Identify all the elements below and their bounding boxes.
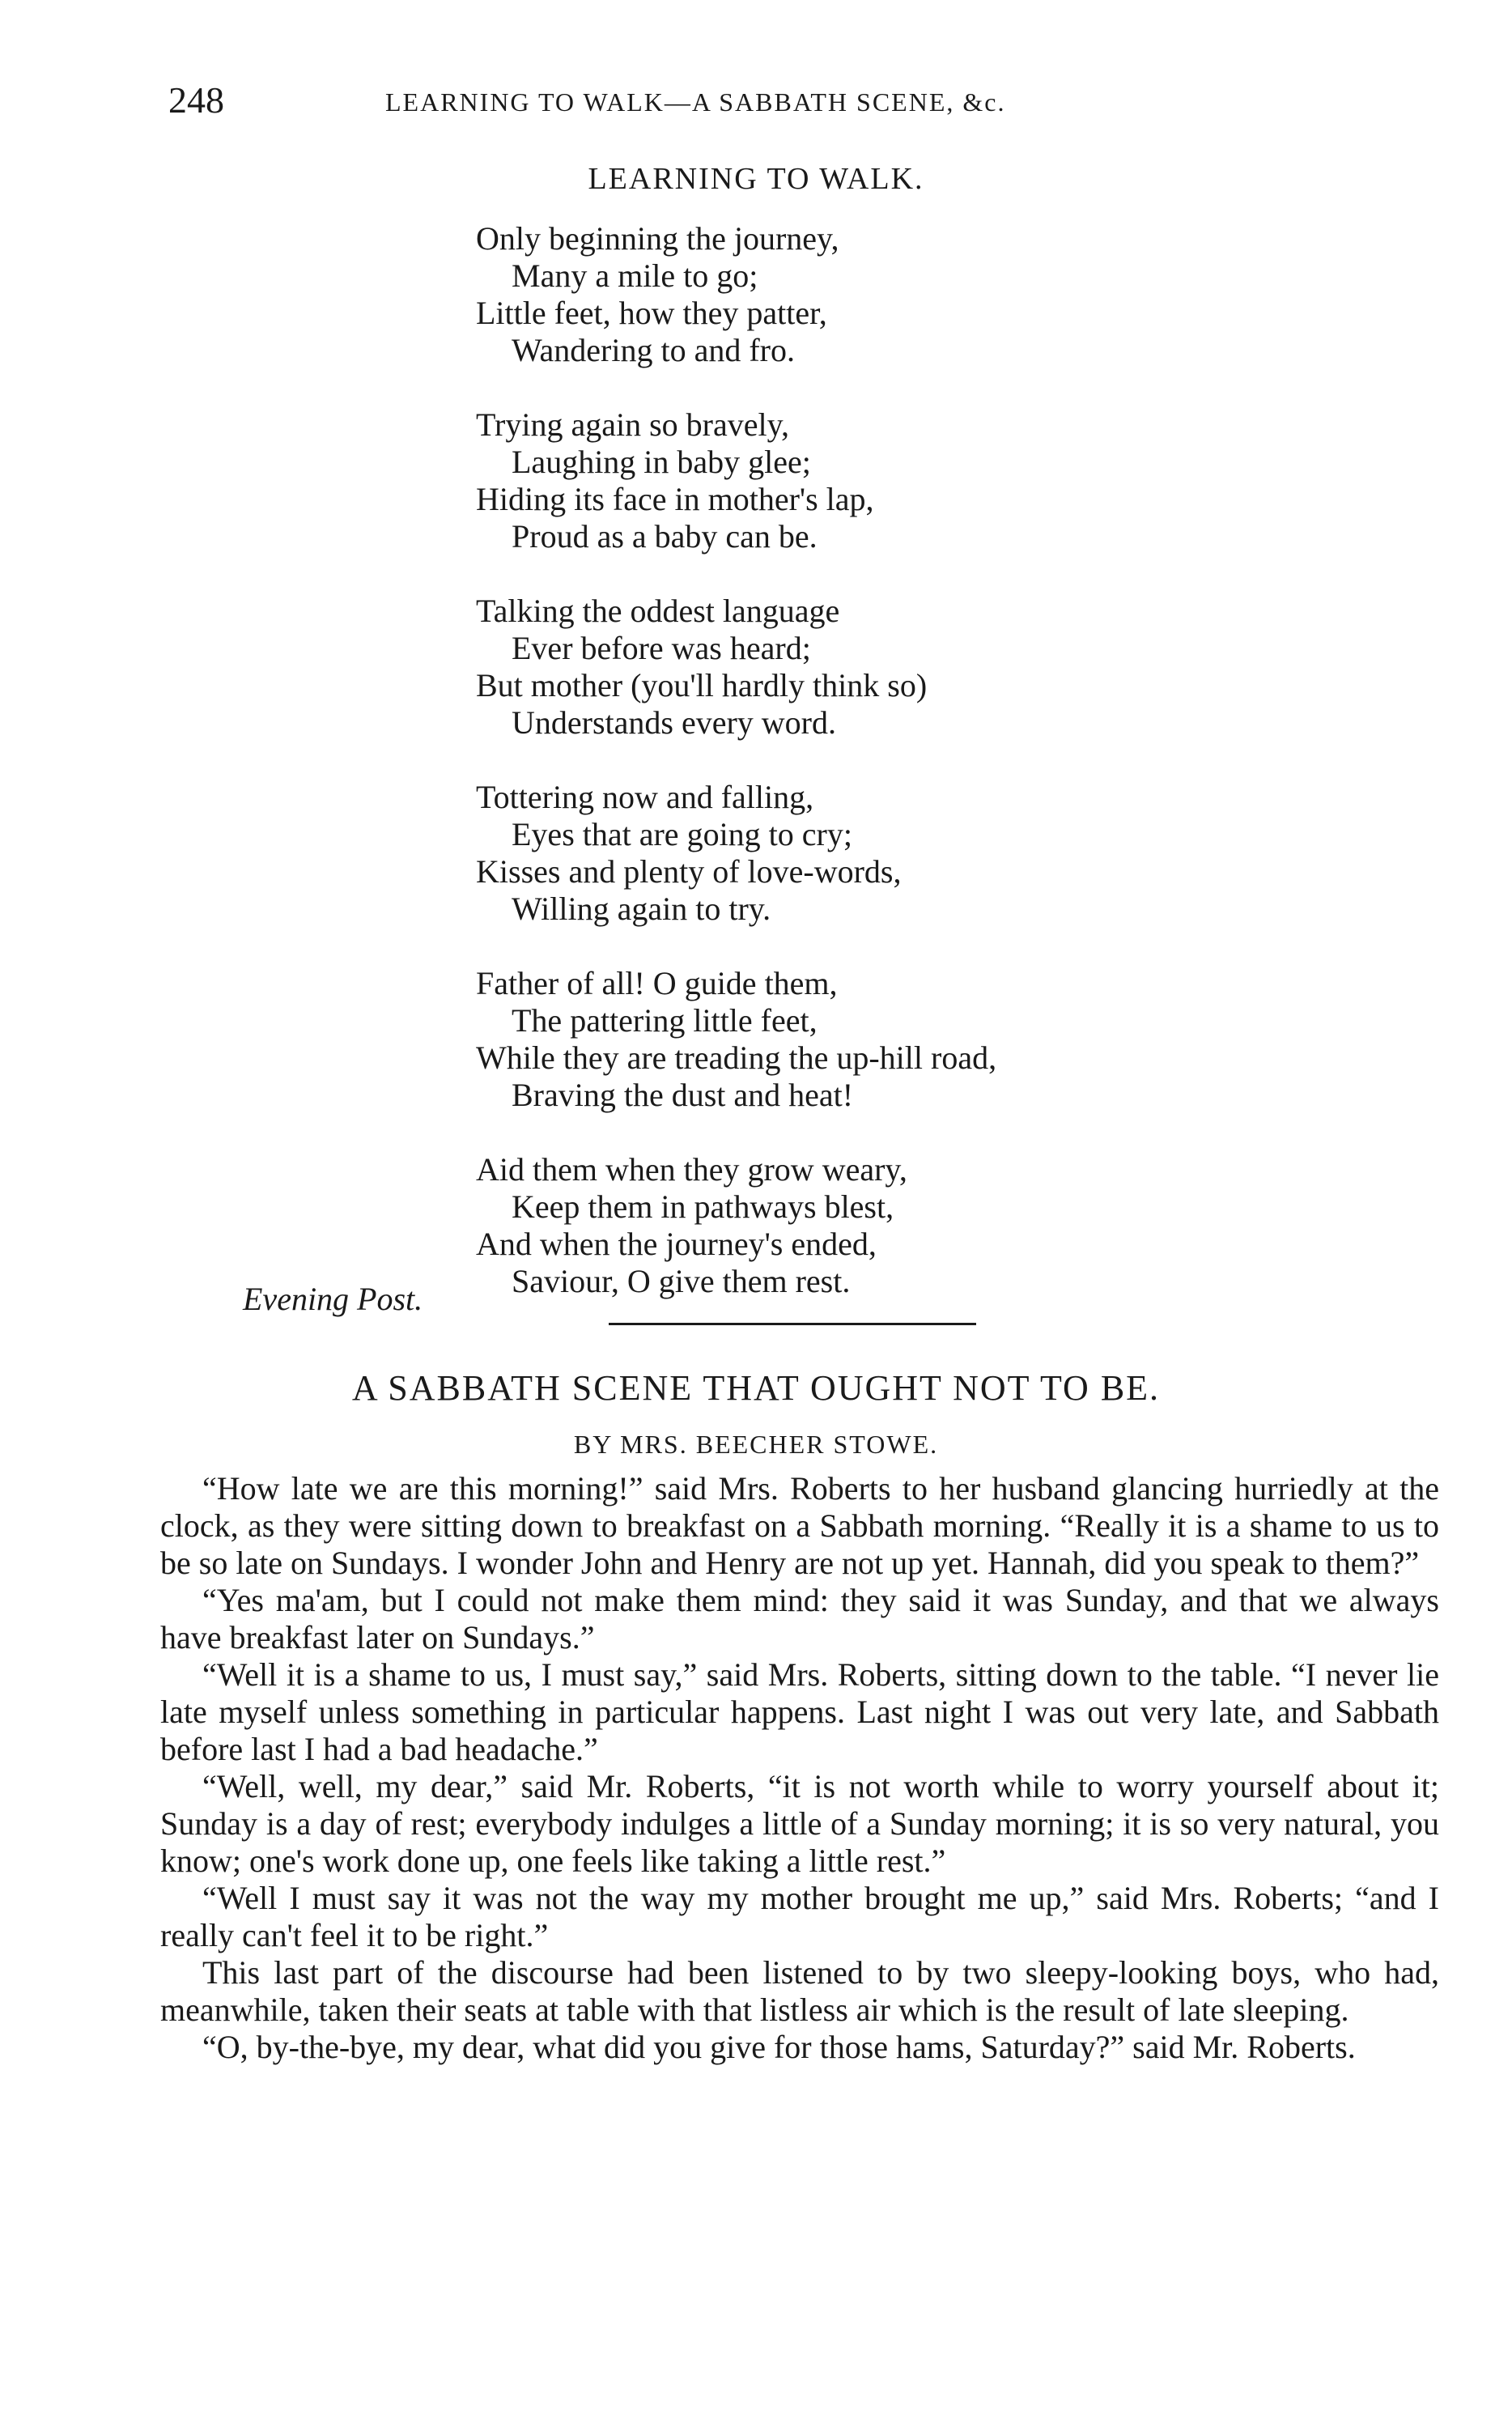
poem-line: Tottering now and falling,	[476, 779, 814, 815]
poem-body	[476, 220, 1204, 1337]
poem-line: Father of all! O guide them,	[476, 965, 838, 1001]
section-divider	[609, 1323, 976, 1325]
story-paragraph: “Well it is a shame to us, I must say,” said Mrs. Roberts, sitting down to the table. “I never lie late myself unless something in particular happens. Last night I was out very late, and Sabbath before last I had a bad headache.”	[160, 1656, 1439, 1767]
poem-line: Hiding its face in mother's lap,	[476, 481, 874, 517]
story-title: A SABBATH SCENE THAT OUGHT NOT TO BE.	[351, 1368, 1161, 1408]
poem-line: Saviour, O give them rest.	[512, 1263, 851, 1299]
poem-line: Kisses and plenty of love-words,	[476, 853, 902, 890]
poem-line: And when the journey's ended,	[476, 1226, 877, 1262]
poem-line: Aid them when they grow weary,	[476, 1151, 907, 1188]
story-byline: BY MRS. BEECHER STOWE.	[573, 1430, 939, 1459]
poem-stanza	[476, 779, 1204, 928]
poem-stanza	[476, 965, 1204, 1114]
story-paragraph: “O, by-the-bye, my dear, what did you give for those hams, Saturday?” said Mr. Roberts.	[202, 2029, 1356, 2065]
poem-stanza	[476, 1151, 1204, 1300]
poem-line: Understands every word.	[512, 704, 836, 741]
poem-stanza	[476, 220, 1204, 369]
poem-line: Proud as a baby can be.	[512, 518, 818, 555]
story-paragraph: “How late we are this morning!” said Mrs. Roberts to her husband glancing hurriedly at the clock, as they were sitting down to breakfast on a Sabbath morning. “Really it is a shame to us to be so late on Sundays. I wonder John and Henry are not up yet. Hannah, did you speak to them?”	[160, 1470, 1439, 1581]
poem-line: The pattering little feet,	[512, 1002, 818, 1039]
story-paragraph: This last part of the discourse had been listened to by two sleepy-looking boys, who had, meanwhile, taken their seats at table with that listless air which is the result of late sleeping.	[160, 1954, 1439, 2028]
page-number: 248	[168, 79, 224, 121]
poem-stanza	[476, 593, 1204, 742]
poem-line: Eyes that are going to cry;	[512, 816, 852, 852]
poem-line: Braving the dust and heat!	[512, 1077, 854, 1113]
poem-line: While they are treading the up-hill road,	[476, 1039, 997, 1076]
poem-line: Willing again to try.	[512, 890, 771, 927]
running-title: LEARNING TO WALK—A SABBATH SCENE, &c.	[385, 87, 1006, 117]
poem-line: Laughing in baby glee;	[512, 444, 811, 480]
poem-line: Little feet, how they patter,	[476, 295, 827, 331]
poem-stanza	[476, 406, 1204, 555]
poem-line: But mother (you'll hardly think so)	[476, 667, 928, 703]
poem-line: Keep them in pathways blest,	[512, 1188, 894, 1225]
poem-line: Trying again so bravely,	[476, 406, 789, 443]
poem-source: Evening Post.	[243, 1281, 423, 1317]
poem-line: Wandering to and fro.	[512, 332, 795, 368]
poem-line: Only beginning the journey,	[476, 220, 839, 257]
poem-title: LEARNING TO WALK.	[588, 162, 924, 196]
story-body	[160, 1470, 1439, 2066]
story-paragraph: “Well I must say it was not the way my mother brought me up,” said Mrs. Roberts; “and I really can't feel it to be right.”	[160, 1880, 1439, 1953]
story-paragraph: “Yes ma'am, but I could not make them mind: they said it was Sunday, and that we always have breakfast later on Sundays.”	[160, 1582, 1439, 1656]
poem-line: Talking the oddest language	[476, 593, 840, 629]
poem-line: Ever before was heard;	[512, 630, 811, 666]
running-header	[168, 78, 1399, 126]
poem-line: Many a mile to go;	[512, 257, 758, 294]
story-paragraph: “Well, well, my dear,” said Mr. Roberts, “it is not worth while to worry yourself about it; Sunday is a day of rest; everybody indulges a little of a Sunday morning; it is so very natural, you know; one's work done up, one feels like taking a little rest.”	[160, 1768, 1439, 1879]
